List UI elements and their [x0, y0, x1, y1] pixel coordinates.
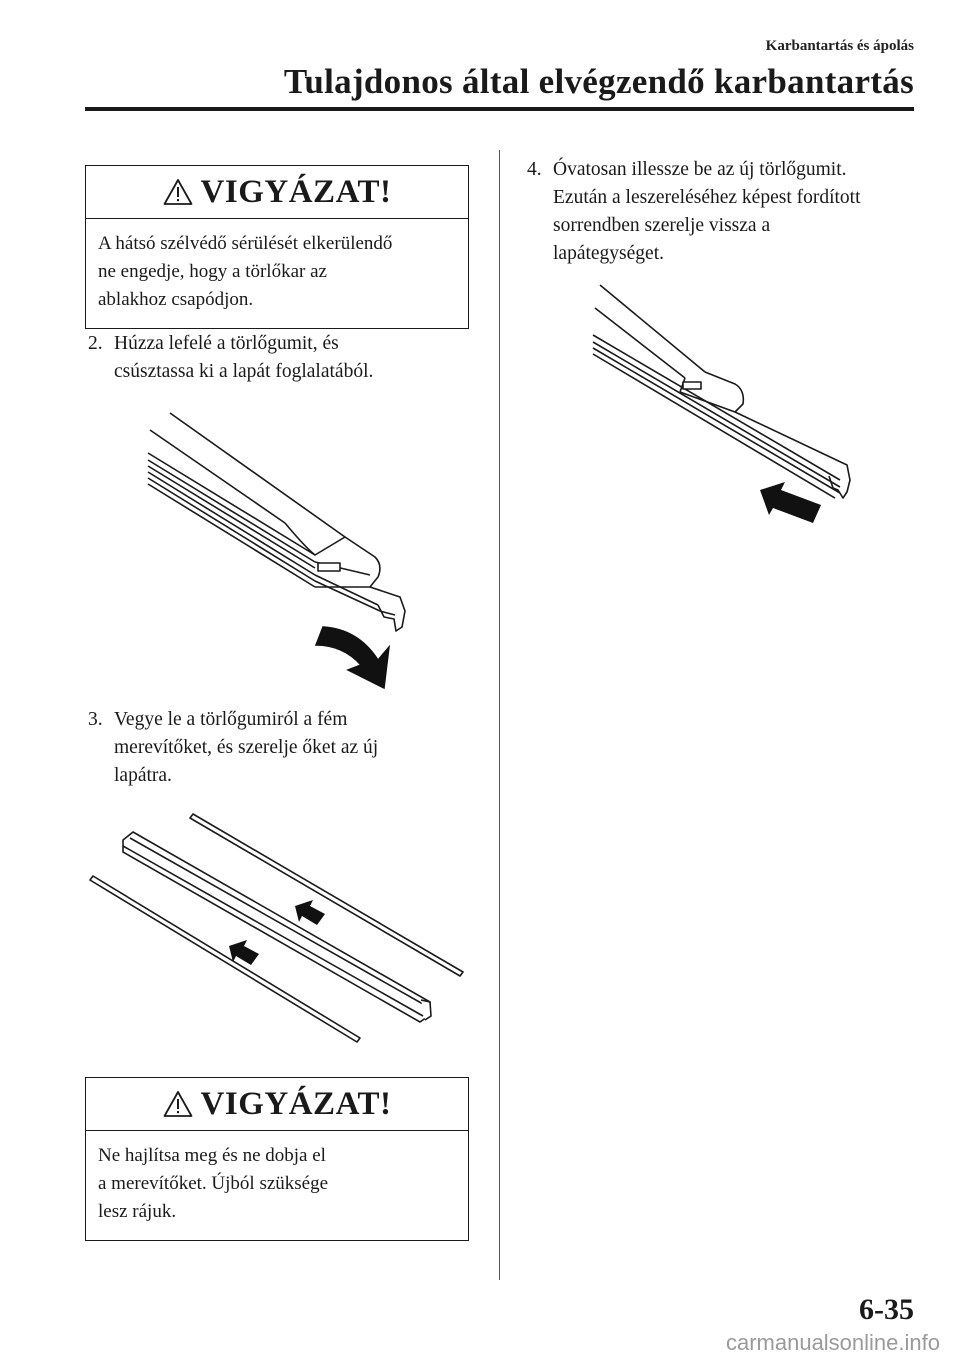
caution-line: Ne hajlítsa meg és ne dobja el: [98, 1145, 326, 1166]
page-number: 6-35: [859, 1293, 914, 1326]
step-line: Ezután a leszereléséhez képest fordított: [553, 187, 861, 208]
warning-triangle-icon: [163, 1090, 193, 1118]
step-line: Óvatosan illessze be az új törlőgumit.: [553, 159, 847, 180]
column-divider: [499, 150, 500, 1280]
step-line: sorrendben szerelje vissza a: [553, 215, 771, 236]
caution-text: [86, 219, 468, 328]
caution-line: a merevítőket. Újból szüksége: [98, 1173, 329, 1194]
step-number: 3.: [88, 709, 103, 730]
wiper-rubber-insertion-illustration: [585, 280, 860, 530]
step-number: 2.: [88, 333, 103, 354]
watermark: carmanualsonline.info: [725, 1330, 940, 1355]
step-line: lapátra.: [114, 765, 172, 786]
caution-title: VIGYÁZAT!: [200, 173, 392, 210]
caution-line: A hátsó szélvédő sérülését elkerülendő: [98, 233, 393, 254]
warning-triangle-icon: [163, 178, 193, 206]
caution-title: VIGYÁZAT!: [200, 1085, 392, 1122]
wiper-rubber-removal-illustration: [140, 405, 410, 690]
caution-line: ne engedje, hogy a törlőkar az: [98, 261, 327, 282]
caution-line: lesz rájuk.: [98, 1201, 177, 1222]
caution-box-1: [85, 165, 469, 329]
caution-header: [86, 166, 468, 219]
step-line: Vegye le a törlőgumiról a fém: [114, 709, 348, 730]
step-line: csúsztassa ki a lapát foglalatából.: [114, 361, 374, 382]
caution-line: ablakhoz csapódjon.: [98, 289, 254, 310]
caution-box-2: [85, 1077, 469, 1241]
header-rule: [85, 107, 914, 111]
caution-header: [86, 1078, 468, 1131]
step-line: lapátegységet.: [553, 243, 664, 264]
page-title: Tulajdonos által elvégzendő karbantartás: [283, 62, 914, 101]
step-4: [527, 156, 927, 268]
header-section-title: Karbantartás és ápolás: [765, 38, 914, 54]
step-3: [88, 706, 488, 790]
step-2: [88, 330, 488, 386]
caution-text: [86, 1131, 468, 1240]
stiffener-transfer-illustration: [85, 810, 470, 1045]
step-line: merevítőket, és szerelje őket az új: [114, 737, 379, 758]
step-line: Húzza lefelé a törlőgumit, és: [114, 333, 339, 354]
step-number: 4.: [527, 159, 542, 180]
